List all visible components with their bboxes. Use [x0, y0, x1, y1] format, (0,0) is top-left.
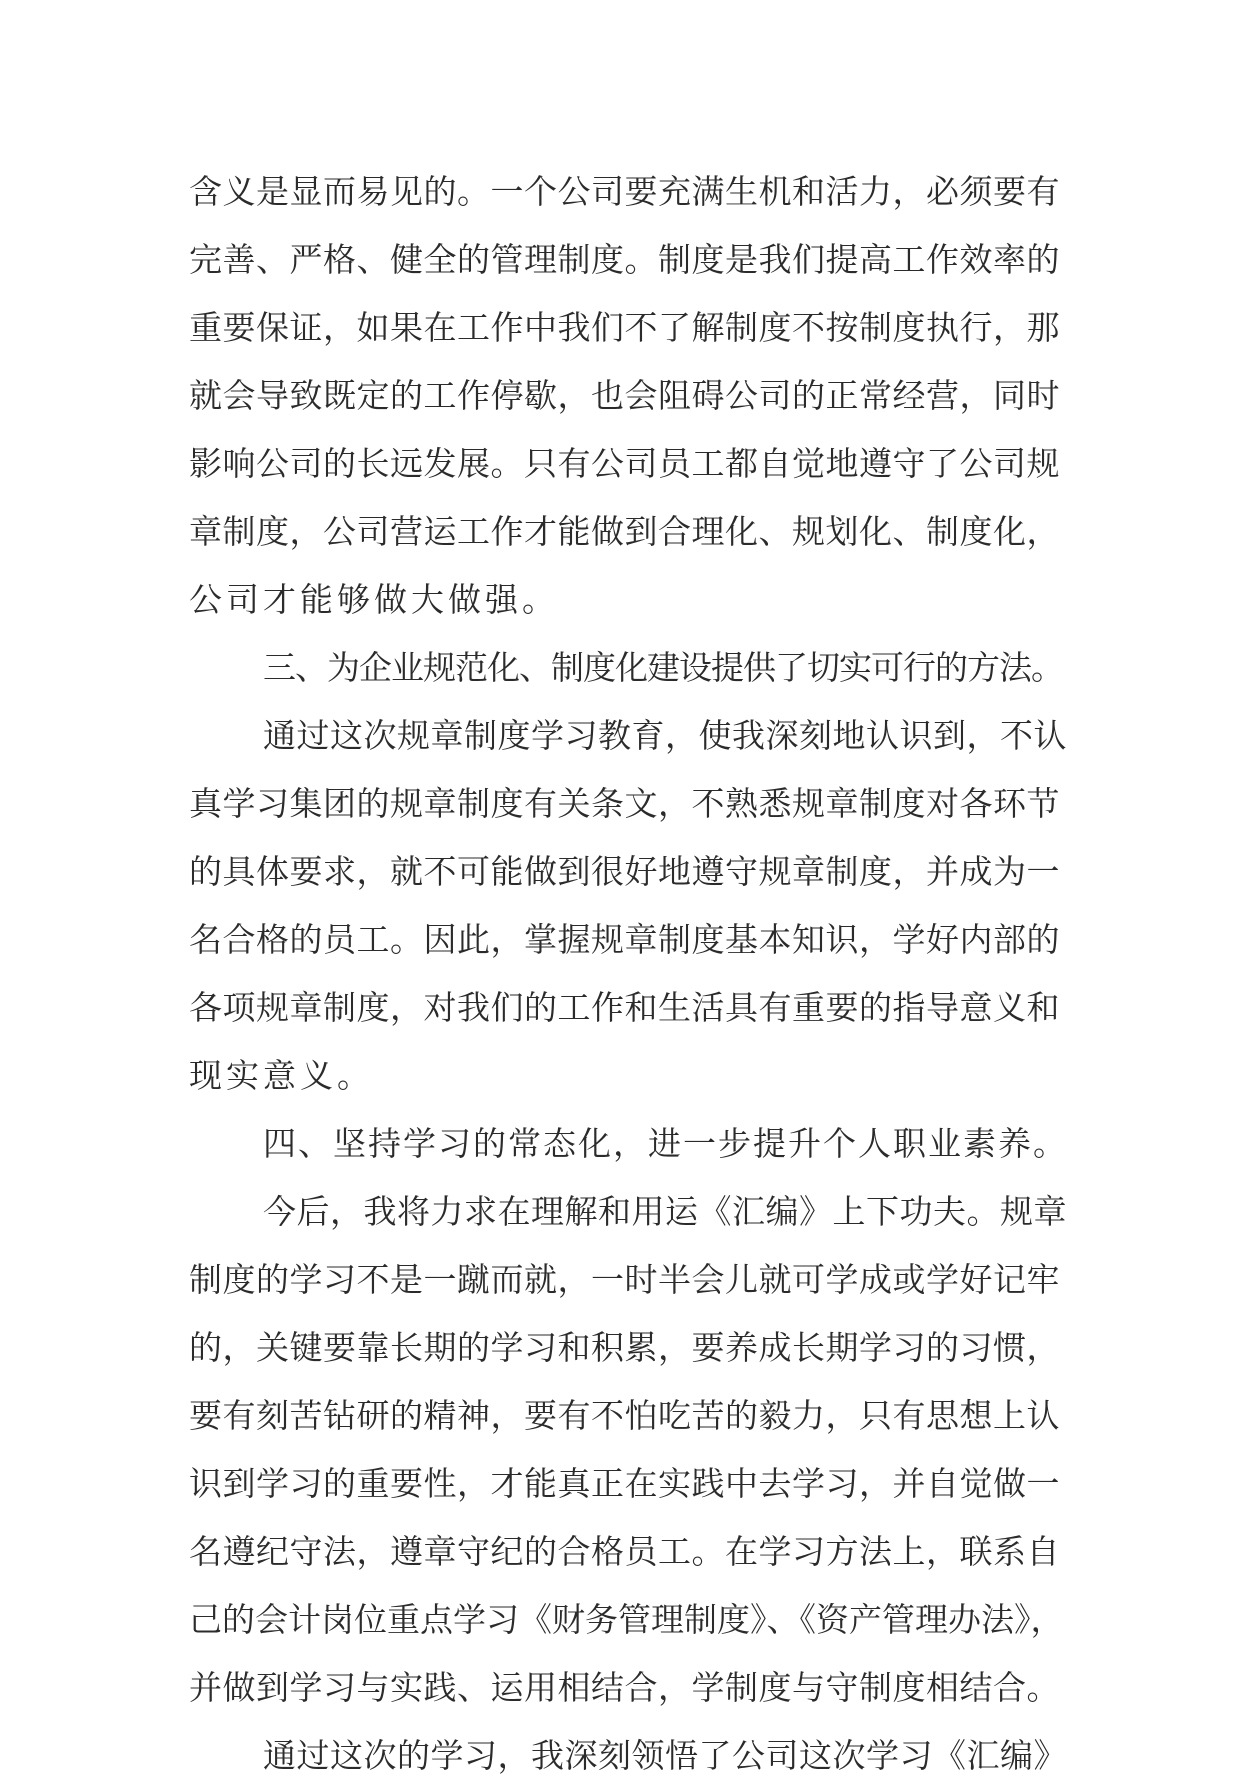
text-line: 章制度，公司营运工作才能做到合理化、规划化、制度化， — [189, 512, 1060, 551]
text-line: 通过这次规章制度学习教育，使我深刻地认识到，不认 — [263, 716, 1067, 755]
text-line: 各项规章制度，对我们的工作和生活具有重要的指导意义和 — [189, 988, 1060, 1027]
text-line: 要有刻苦钻研的精神，要有不怕吃苦的毅力，只有思想上认 — [189, 1396, 1060, 1435]
text-line: 公司才能够做大做强。 — [189, 580, 559, 619]
text-line: 名遵纪守法，遵章守纪的合格员工。在学习方法上，联系自 — [189, 1532, 1060, 1571]
text-line: 完善、严格、健全的管理制度。制度是我们提高工作效率的 — [189, 240, 1060, 279]
text-line: 影响公司的长远发展。只有公司员工都自觉地遵守了公司规 — [189, 444, 1060, 483]
text-line: 通过这次的学习，我深刻领悟了公司这次学习《汇编》 — [263, 1736, 1067, 1775]
text-line: 今后，我将力求在理解和用运《汇编》上下功夫。规章 — [263, 1192, 1067, 1231]
text-line: 含义是显而易见的。一个公司要充满生机和活力，必须要有 — [189, 172, 1060, 211]
text-line: 就会导致既定的工作停歇，也会阻碍公司的正常经营，同时 — [189, 376, 1060, 415]
document-body — [189, 158, 1069, 1790]
text-line: 现实意义。 — [189, 1056, 374, 1095]
text-line: 重要保证，如果在工作中我们不了解制度不按制度执行，那 — [189, 308, 1060, 347]
text-line: 并做到学习与实践、运用相结合，学制度与守制度相结合。 — [189, 1668, 1060, 1707]
text-line: 真学习集团的规章制度有关条文，不熟悉规章制度对各环节 — [189, 784, 1060, 823]
text-line: 识到学习的重要性，才能真正在实践中去学习，并自觉做一 — [189, 1464, 1060, 1503]
section-heading-4: 四、坚持学习的常态化，进一步提升个人职业素养。 — [263, 1124, 1068, 1163]
text-line: 己的会计岗位重点学习《财务管理制度》、《资产管理办法》， — [189, 1600, 1064, 1639]
section-heading-3: 三、为企业规范化、制度化建设提供了切实可行的方法。 — [263, 648, 1063, 687]
text-line: 的，关键要靠长期的学习和积累，要养成长期学习的习惯， — [189, 1328, 1060, 1367]
text-line: 制度的学习不是一蹴而就，一时半会儿就可学成或学好记牢 — [189, 1260, 1060, 1299]
text-line: 名合格的员工。因此，掌握规章制度基本知识，学好内部的 — [189, 920, 1060, 959]
text-line: 的具体要求，就不可能做到很好地遵守规章制度，并成为一 — [189, 852, 1060, 891]
